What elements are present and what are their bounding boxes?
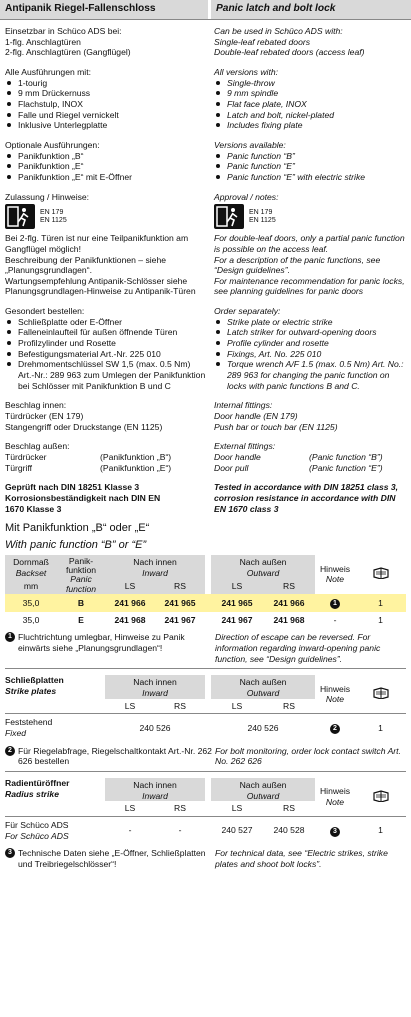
header-outward-de: Nach außen — [239, 779, 287, 790]
inside-line-en: Push bar or touch bar (EN 1125) — [214, 421, 338, 432]
row-label-en: Fixed — [5, 727, 27, 738]
cell-qty: 1 — [378, 615, 383, 626]
cell-outward-ls: 241 967 — [221, 615, 253, 626]
cell-qty: 1 — [355, 594, 406, 612]
panic-function-table — [5, 555, 406, 629]
list-item: Falleneinlaufteil für außen öffnende Türen — [5, 327, 208, 338]
cell-inward-rs: 241 965 — [155, 594, 205, 612]
header-note-en: Note — [325, 574, 345, 585]
header-inward-en: Inward — [142, 687, 168, 698]
radius-strike-table — [5, 778, 406, 844]
strike-plates-table — [5, 675, 406, 741]
note-en: For maintenance recommendation for panic locks, see planning guidelines for panic doors — [214, 275, 405, 297]
tested-en: Tested in accordance with DIN 18251 class 3, corrosion resistance in accordance with DIN EN 1670 class 3 — [214, 482, 399, 514]
list-item: 1-tourig — [5, 78, 208, 89]
header-unit: mm — [5, 579, 57, 594]
note-de: Beschreibung der Panikfunktionen – siehe „Planungsgrundlagen“. — [5, 254, 167, 276]
use-line-de: 1-flg. Anschlagtüren — [5, 36, 81, 47]
header-ls: LS — [124, 803, 136, 814]
outside-fitting-de: Türgriff — [5, 462, 33, 473]
list-item: Drehmomentschlüssel SW 1,5 (max. 0.5 Nm) Art.-Nr.: 289 963 zum Umlegen der Panikfunktion bei Schlösser mit Panikfunktion B und C — [5, 359, 208, 391]
versions-title-en: All versions with: — [214, 66, 278, 77]
header-inward-de: Nach innen — [133, 677, 177, 688]
norm-label: EN 179 — [249, 208, 273, 216]
section3-title-de: Radientüröffner — [5, 777, 70, 788]
header-function-de: Panik-funktion — [65, 555, 97, 575]
book-icon — [373, 687, 389, 699]
row-label-de: Feststehend — [5, 717, 53, 728]
note-en: For a description of the panic functions, see “Design guidelines”. — [214, 254, 381, 276]
header-inward-en: Inward — [142, 567, 168, 578]
footnote-text-de: Technische Daten siehe „E-Öffner, Schließplatten und Treibriegelschlösser“! — [18, 848, 206, 869]
cell-outward: 240 526 — [247, 722, 279, 733]
list-item: Profilzylinder und Rosette — [5, 338, 208, 349]
header-ls: LS — [231, 700, 243, 711]
title-de: Antipanik Riegel-Fallenschloss — [0, 0, 208, 19]
cell-outward-ls: 240 527 — [221, 825, 253, 836]
header-note-de: Hinweis — [319, 683, 351, 694]
list-item: Single-throw — [214, 78, 406, 89]
outside-function-en: (Panic function “B”) — [309, 452, 383, 462]
list-item: Includes fixing plate — [214, 120, 406, 131]
list-item: 9 mm spindle — [214, 88, 406, 99]
header-inward-de: Nach innen — [133, 779, 177, 790]
outside-function-de: (Panikfunktion „B“) — [100, 452, 172, 462]
outside-title-en: External fittings: — [214, 441, 276, 452]
cell-inward-ls: 241 966 — [105, 594, 155, 612]
title-en: Panic latch and bolt lock — [208, 0, 411, 19]
header-rs: RS — [174, 803, 186, 814]
list-item: Fixings, Art. No. 225 010 — [214, 349, 406, 360]
row-label-de: Für Schüco ADS — [5, 819, 69, 830]
note-de: Bei 2-flg. Türen ist nur eine Teilpanikfunktion am Gangflügel möglich! — [5, 233, 189, 254]
use-line-en: Double-leaf rebated doors (access leaf) — [214, 47, 365, 58]
outside-function-de: (Panikfunktion „E“) — [100, 462, 172, 473]
cell-inward: 240 526 — [139, 722, 171, 733]
section1-title-de: Mit Panikfunktion „B“ oder „E“ — [5, 522, 150, 535]
footnote-1: 1 Fluchtrichtung umlegbar, Hinweise zu Panik einwärts siehe „Planungsgrundlagen“! Direction of escape can be reversed. For information regarding inward-opening panic function, see “Design guidelines”. — [0, 628, 411, 668]
outside-fitting-en: Door pull — [214, 462, 249, 473]
footnote-text-de: Fluchtrichtung umlegbar, Hinweise zu Panik einwärts siehe „Planungsgrundlagen“! — [18, 632, 185, 653]
book-icon — [373, 790, 389, 802]
list-item: Panic function “E” with electric strike — [214, 172, 406, 183]
header-note-de: Hinweis — [319, 786, 351, 797]
approval-badge — [214, 204, 406, 229]
list-item: Flachstulp, INOX — [5, 99, 208, 110]
list-item: Profile cylinder and rosette — [214, 338, 406, 349]
list-item: Befestigungsmaterial Art.-Nr. 225 010 — [5, 349, 208, 360]
list-item: Panic function “E” — [214, 161, 406, 172]
header-ls: LS — [124, 700, 136, 711]
cell-outward-rs: 241 968 — [273, 615, 305, 626]
section2-title-en: Strike plates — [5, 685, 57, 696]
cell-inward-rs: - — [178, 825, 182, 836]
section2-title-de: Schließplatten — [5, 675, 64, 686]
cell-outward-rs: 240 528 — [273, 825, 305, 836]
cell-outward-rs: 241 966 — [263, 594, 315, 612]
outside-fitting-en: Door handle — [214, 452, 261, 462]
note-en: For double-leaf doors, only a partial panic function is possible on the access leaf. — [214, 233, 405, 254]
table-row — [5, 612, 406, 628]
header-ls: LS — [105, 579, 155, 594]
header-ls: LS — [211, 579, 263, 594]
table-row — [5, 714, 406, 742]
list-item: Panikfunktion „E“ mit E-Öffner — [5, 172, 208, 183]
order-title-en: Order separately: — [214, 306, 281, 317]
list-item: Latch and bolt, nickel-plated — [214, 110, 406, 121]
header-outward-en: Outward — [246, 687, 280, 698]
header-note-de: Hinweis — [319, 563, 351, 574]
list-item: Panikfunktion „B“ — [5, 151, 208, 162]
tested-de: Geprüft nach DIN 18251 Klasse 3 Korrosionsbeständigkeit nach DIN EN 1670 Klasse 3 — [5, 482, 161, 514]
optional-title-de: Optionale Ausführungen: — [5, 139, 100, 150]
footnote-text-en: For technical data, see “Electric strikes, strike plates and shoot bolt locks”. — [215, 848, 388, 869]
inside-title-de: Beschlag innen: — [5, 400, 67, 411]
approval-title-de: Zulassung / Hinweise: — [5, 191, 90, 202]
use-title-en: Can be used in Schüco ADS with: — [214, 26, 343, 36]
header-backset-de: Dornmaß — [13, 557, 49, 568]
cell-note: - — [333, 615, 337, 626]
note-de: Wartungsempfehlung Antipanik-Schlösser siehe Planungsgrundlagen-Hinweise zu Antipanik-Türen — [5, 275, 196, 297]
header-rs: RS — [283, 700, 295, 711]
inside-title-en: Internal fittings: — [214, 400, 273, 411]
cell-backset: 35,0 — [5, 594, 57, 612]
cell-outward-ls: 241 965 — [211, 594, 263, 612]
list-item: 9 mm Drückernuss — [5, 88, 208, 99]
section3-title-en: Radius strike — [5, 788, 59, 799]
header-outward-en: Outward — [246, 567, 280, 578]
list-item: Strike plate or electric strike — [214, 317, 406, 328]
header-rs: RS — [283, 803, 295, 814]
list-item: Panic function “B” — [214, 151, 406, 162]
header-note-en: Note — [325, 796, 345, 807]
footnote-text-en: Direction of escape can be reversed. For information regarding inward-opening panic function, see “Design guidelines”. — [215, 632, 381, 664]
optional-title-en: Versions available: — [214, 139, 286, 150]
cell-inward-ls: - — [128, 825, 132, 836]
norm-label: EN 1125 — [40, 216, 67, 224]
list-item: Falle und Riegel vernickelt — [5, 110, 208, 121]
header-backset-en: Backset — [15, 567, 47, 578]
cell-backset: 35,0 — [22, 615, 40, 626]
header-outward-en: Outward — [246, 790, 280, 801]
outside-function-en: (Panic function “E”) — [309, 462, 383, 473]
header-ls: LS — [231, 803, 243, 814]
row-label-en: For Schüco ADS — [5, 830, 69, 841]
outside-title-de: Beschlag außen: — [5, 441, 70, 452]
footnote-text-de: Für Riegelabfrage, Riegelschaltkontakt Art.-Nr. 262 626 bestellen — [18, 745, 212, 767]
list-item: Inklusive Unterlegplatte — [5, 120, 208, 131]
header-outward-de: Nach außen — [239, 677, 287, 688]
list-item: Latch striker for outward-opening doors — [214, 327, 406, 338]
emergency-exit-icon — [214, 204, 244, 229]
use-title-de: Einsetzbar in Schüco ADS bei: — [5, 26, 122, 36]
table-row — [5, 594, 406, 612]
use-line-en: Single-leaf rebated doors — [214, 36, 311, 47]
cell-inward-ls: 241 968 — [114, 615, 146, 626]
list-item: Panikfunktion „E“ — [5, 161, 208, 172]
cell-qty: 1 — [378, 722, 383, 733]
german-column — [5, 26, 214, 514]
list-item: Torque wrench A/F 1.5 (max. 0.5 Nm) Art. No.: 289 963 for changing the panic function on locks with panic functions B and C. — [214, 359, 406, 391]
approval-badge — [5, 204, 208, 229]
use-line-de: 2-flg. Anschlagtüren (Gangflügel) — [5, 47, 131, 58]
note-marker: 3 — [330, 827, 340, 837]
header-rs: RS — [155, 579, 205, 594]
list-item: Schließplatte oder E-Öffner — [5, 317, 208, 328]
norm-label: EN 1125 — [249, 216, 276, 224]
header-note-en: Note — [325, 694, 345, 705]
versions-title-de: Alle Ausführungen mit: — [5, 66, 91, 77]
note-marker: 1 — [330, 599, 340, 609]
inside-line-en: Door handle (EN 179) — [214, 411, 298, 422]
section1-title-en: With panic function “B” or “E” — [5, 538, 147, 551]
inside-line-de: Türdrücker (EN 179) — [5, 411, 84, 422]
header-inward-de: Nach innen — [133, 557, 177, 568]
table-row — [5, 816, 406, 844]
header-outward-de: Nach außen — [239, 557, 287, 568]
note-marker: 2 — [330, 724, 340, 734]
approval-title-en: Approval / notes: — [214, 191, 279, 202]
cell-inward-rs: 241 967 — [164, 615, 196, 626]
outside-fitting-de: Türdrücker — [5, 452, 47, 462]
cell-qty: 1 — [378, 825, 383, 836]
header-inward-en: Inward — [142, 790, 168, 801]
header-function-en: Panic function — [65, 574, 97, 594]
list-item: Flat face plate, INOX — [214, 99, 406, 110]
order-title-de: Gesondert bestellen: — [5, 306, 85, 317]
cell-function: B — [57, 594, 105, 612]
footnote-2: 2 Für Riegelabfrage, Riegelschaltkontakt Art.-Nr. 262 626 bestellen For bolt monitoring, order lock contact switch Art. No. 262 626 — [0, 742, 411, 771]
footnote-3: 3 Technische Daten siehe „E-Öffner, Schließplatten und Treibriegelschlösser“! For technical data, see “Electric strikes, strike plates and shoot bolt locks”. — [0, 844, 411, 873]
inside-line-de: Stangengriff oder Druckstange (EN 1125) — [5, 421, 163, 432]
book-icon — [373, 567, 389, 579]
header-rs: RS — [174, 700, 186, 711]
emergency-exit-icon — [5, 204, 35, 229]
cell-function: E — [78, 615, 84, 626]
norm-label: EN 179 — [40, 208, 64, 216]
english-column — [214, 26, 406, 514]
header-rs: RS — [263, 579, 315, 594]
header — [0, 0, 411, 20]
footnote-text-en: For bolt monitoring, order lock contact switch Art. No. 262 626 — [215, 745, 401, 767]
description-columns — [0, 20, 411, 514]
